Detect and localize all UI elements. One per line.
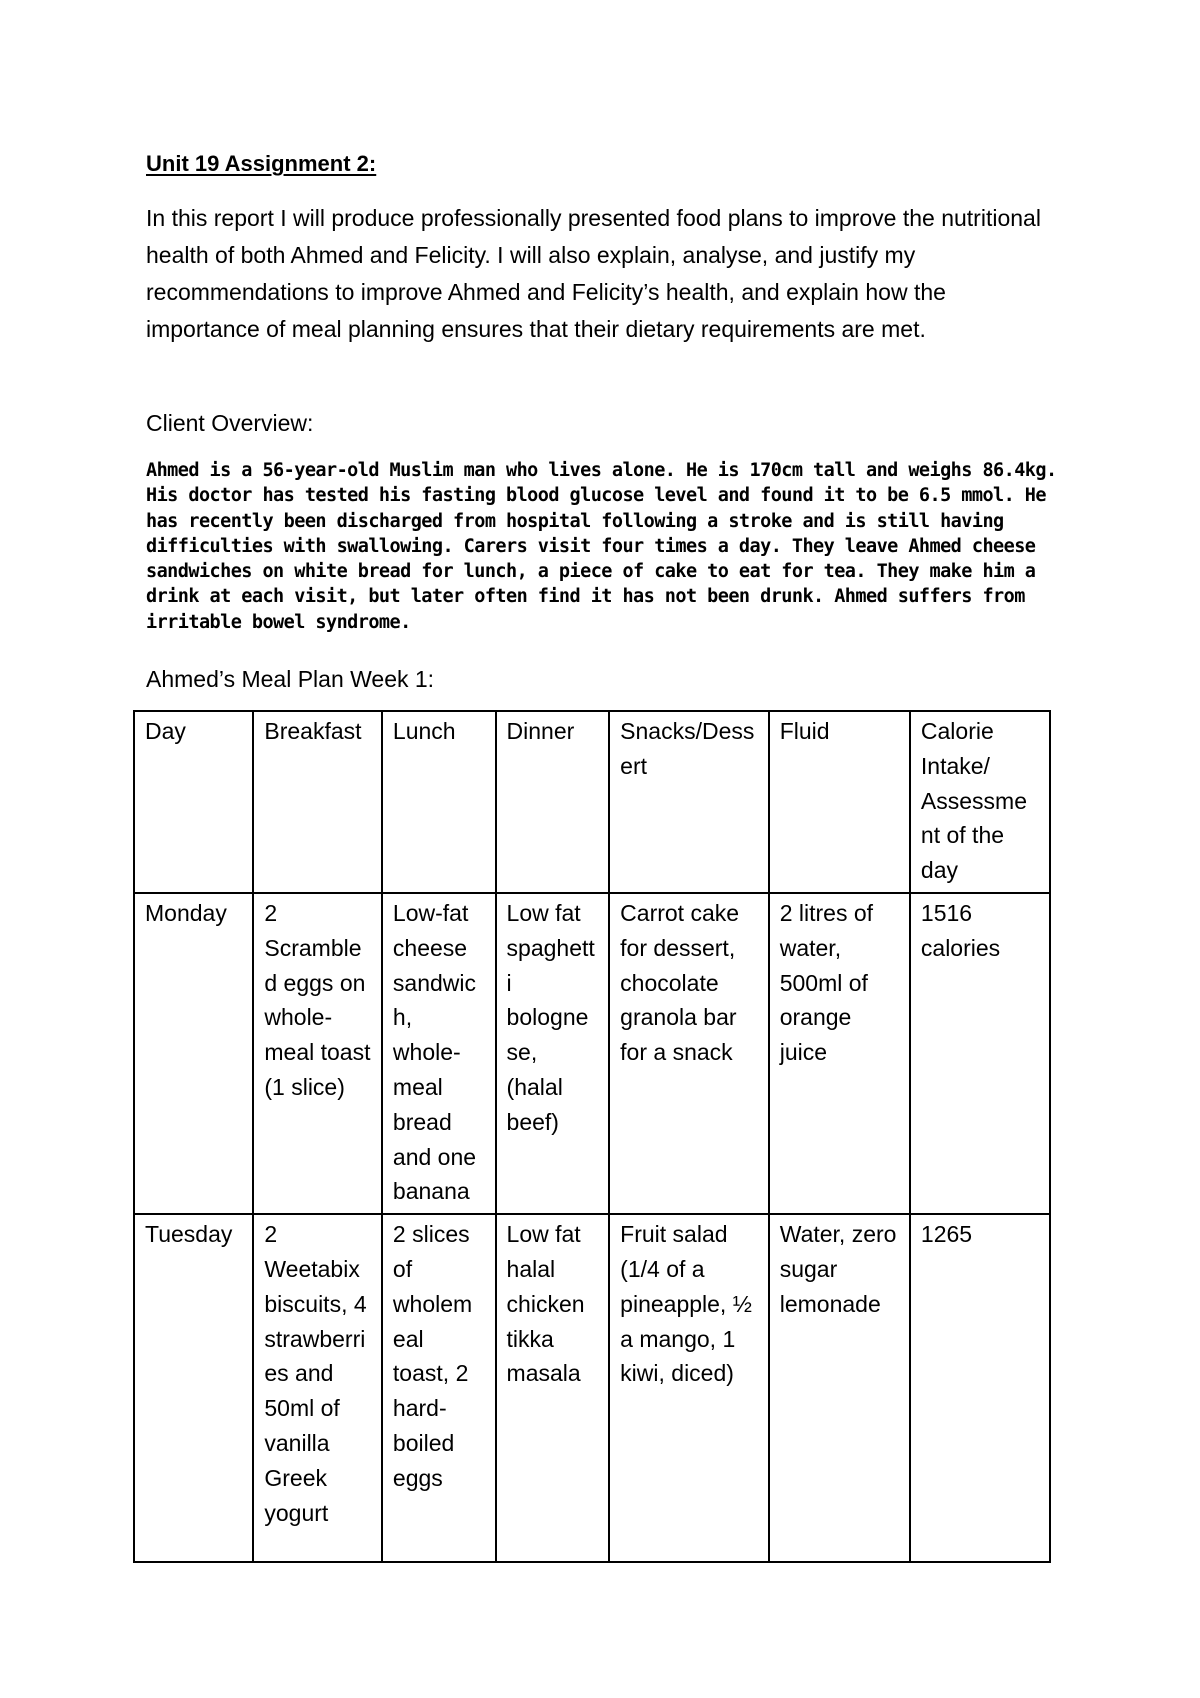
intro-paragraph: In this report I will produce professionally presented food plans to improve the nutritional health of both Ahmed and Felicity. I will also explain, analyse, and justify my recommendations to improve Ahmed and Felicity’s health, and explain how the importance of meal planning ensures that their dietary requirements are met. xyxy=(146,205,1041,342)
cell-calorie: 1265 xyxy=(910,1214,1050,1562)
header-lunch: Lunch xyxy=(382,711,496,893)
cell-dinner: Low fat spaghetti bolognese, (halal beef) xyxy=(496,893,610,1214)
client-overview-heading: Client Overview: xyxy=(146,410,314,436)
cell-snacks: Fruit salad (1/4 of a pineapple, ½ a mango, 1 kiwi, diced) xyxy=(609,1214,769,1562)
cell-dinner: Low fat halal chicken tikka masala xyxy=(496,1214,610,1562)
cell-breakfast: 2 Scrambled eggs on whole-meal toast (1 slice) xyxy=(253,893,382,1214)
cell-fluid: Water, zero sugar lemonade xyxy=(769,1214,910,1562)
table-row xyxy=(134,1214,1050,1562)
header-calorie: Calorie Intake/ Assessment of the day xyxy=(910,711,1050,893)
meal-plan-heading: Ahmed’s Meal Plan Week 1: xyxy=(146,666,435,692)
cell-day: Tuesday xyxy=(134,1214,253,1562)
client-overview-text: Ahmed is a 56-year-old Muslim man who lives alone. He is 170cm tall and weighs 86.4kg. His doctor has tested his fasting blood glucose level and found it to be 6.5 mmol. He has recently been discharged from hospital following a stroke and is still having difficulties with swallowing. Carers visit four times a day. They leave Ahmed cheese sandwiches on white bread for lunch, a piece of cake to eat for tea. They make him a drink at each visit, but later often find it has not been drunk. Ahmed suffers from irritable bowel syndrome. xyxy=(146,460,1057,633)
cell-lunch: 2 slices of wholemeal toast, 2 hard-boiled eggs xyxy=(382,1214,496,1562)
cell-snacks: Carrot cake for dessert, chocolate granola bar for a snack xyxy=(609,893,769,1214)
document-title: Unit 19 Assignment 2: xyxy=(146,151,377,176)
meal-plan-table xyxy=(133,710,1051,1563)
header-day: Day xyxy=(134,711,253,893)
cell-fluid: 2 litres of water, 500ml of orange juice xyxy=(769,893,910,1214)
header-fluid: Fluid xyxy=(769,711,910,893)
header-dinner: Dinner xyxy=(496,711,610,893)
header-snacks: Snacks/Dessert xyxy=(609,711,769,893)
header-breakfast: Breakfast xyxy=(253,711,382,893)
cell-calorie: 1516 calories xyxy=(910,893,1050,1214)
table-row xyxy=(134,893,1050,1214)
cell-day: Monday xyxy=(134,893,253,1214)
table-header-row xyxy=(134,711,1050,893)
cell-lunch: Low-fat cheese sandwich, whole-meal bread and one banana xyxy=(382,893,496,1214)
cell-breakfast: 2 Weetabix biscuits, 4 strawberries and 50ml of vanilla Greek yogurt xyxy=(253,1214,382,1562)
